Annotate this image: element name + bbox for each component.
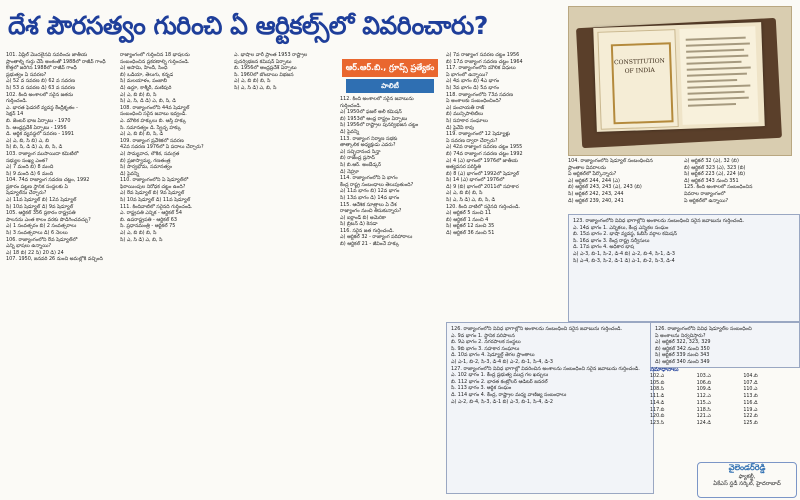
- question-line: ఎ) ఆర్టికల్‌ 32 (ఎ), 32 (బి): [684, 158, 739, 164]
- question-line: 104. రాజ్యాంగంలోని షెడ్యూల్‌ సంబంధించిన: [568, 158, 653, 164]
- author-name: వైలెండర్‌రెడ్డి: [728, 463, 766, 472]
- box-line: బి. 9ఎ భాగం 2. నగరపాలక సంస్థలు: [451, 339, 521, 346]
- question-line: కేంద్ర రాష్ట్ర సంబంధాలు తెలుపుతుంది?: [340, 181, 414, 188]
- question-line: డి) 9 (బి) భాగంలో 2011లో సహకార: [446, 183, 519, 190]
- box-line: సి. 16వ భాగం 3. కేంద్ర రాష్ట్ర సర్వీసులు: [573, 237, 650, 244]
- question-line: ఎన్ని భాషలు ఉన్నాయి?: [6, 243, 52, 250]
- answer-item: 108.సి: [650, 387, 665, 393]
- article-headline: దేశ పౌరసత్వం గురించి ఏ ఆర్టికల్స్‌లో వివరించారు?: [8, 11, 488, 40]
- question-line: రాజ్యాంగంలో గుర్తించిన 18 భాషలను: [120, 52, 190, 58]
- question-line: 120. కింది వాటిలో సరైనది గుర్తించండి.: [446, 203, 521, 210]
- question-line: ఎ) ఎ, బి, సి బి) ఎ, బి: [6, 137, 49, 144]
- question-line: సి) బి, సి, డి డి) ఎ, బి, సి, డి: [6, 144, 63, 151]
- box-line: 126. రాజ్యాంగంలోని వివిధ షెడ్యూల్‌ల సంబంధించి: [655, 326, 752, 332]
- text-column-3: [234, 52, 338, 496]
- question-line: ప్రకారం పట్టణ స్థానిక సంస్థలకు ఏ: [6, 183, 69, 190]
- box-line: సి. 9బి భాగం 3. సహకార సంఘాలు: [451, 345, 520, 352]
- question-line: సభ్యుల సంఖ్య ఎంత?: [6, 157, 48, 164]
- question-line: సి) 3వ భాగం డి) 5వ భాగం: [446, 84, 499, 91]
- answer-item: 102.ఎ: [650, 374, 665, 379]
- question-line: సి. ప్రధానమంత్రి - ఆర్టికల్‌ 75: [120, 223, 176, 230]
- question-line: పునర్విభజన కమిషన్‌ ఏర్పాటు: [234, 58, 292, 65]
- question-line: 106. రాజ్యాంగంలోని 8వ షెడ్యూల్‌లో: [6, 236, 78, 243]
- question-line: బి) ఆర్టికల్‌ 243, 243 (ఎ), 243 (బి): [568, 184, 642, 191]
- question-line: 117. రాజ్యాంగంలోని మౌలిక విధులు: [446, 65, 516, 72]
- box-line: 127. రాజ్యాంగంలోని వివిధ భాగాల్లో వివరించిన అంశాలను సంబంధించి సరైన జవాబును గుర్తించండి.: [451, 365, 640, 372]
- box-line: బి) ఆర్టికల్‌ 342 నుంచి 350: [655, 345, 710, 352]
- box-line: బి. 15వ భాగం 2. భాషా వ్యవస్థ, ఓబీసీ వర్గాల కమిషన్‌: [573, 231, 677, 238]
- question-line: బి) ఆర్టికల్‌ 323 (ఎ), 323 (బి): [684, 164, 746, 171]
- question-line: 125. కింది అంశాలలో సంబంధించిన: [684, 184, 753, 191]
- question-line: ఎ. భాషాల వారీ ప్రాంత 1953 రాష్ట్రాల: [234, 52, 308, 58]
- question-line: 102. కింది అంశాలలో సరైన జతను: [6, 91, 74, 98]
- question-line: ఎ) 1950లో ఫజల్‌ అలీ కమిషన్‌: [340, 109, 402, 116]
- question-line: సంబంధించిన ప్రకరణాల్ని గుర్తించండి.: [120, 58, 190, 65]
- question-line: డి) పైవన్నీ: [340, 128, 360, 135]
- question-line: 107. 1950, జనవరి 26 నుంచి అమల్లోకి వచ్చింది: [6, 256, 103, 263]
- question-line: బి. జెంటర్‌ భాజ ఏర్పాటు - 1970: [6, 117, 71, 124]
- question-box-column: [650, 322, 800, 368]
- question-line: ఏ సవరణ ద్వారా చేర్చారు?: [446, 137, 498, 144]
- question-line: బి) 8 (ఎ) భాగంలో 1992లో షెడ్యూల్‌: [446, 170, 520, 177]
- text-column-4: [340, 96, 444, 496]
- question-line: ఎ) అసామి, హిందీ, సింధి: [120, 65, 168, 72]
- question-line: 116. సరైన జత గుర్తించండి.: [340, 227, 394, 234]
- question-line: బి) 17వ రాజ్యాంగ సవరణ చట్టం 1964: [446, 58, 523, 65]
- question-line: బి) రాజేంద్ర ప్రసాద్‌: [340, 155, 375, 162]
- question-line: 115. ఆదేశిక సూత్రాలు ఏ దేశ: [340, 201, 397, 208]
- question-line: రాజ్యాంగం నుంచి తీసుకున్నారు?: [340, 208, 402, 215]
- answer-item: 104.బి: [743, 374, 758, 379]
- question-line: ఎ. మౌలిక హక్కులు బి. ఆస్తి హక్కు: [120, 117, 187, 124]
- question-line: 113. రాజ్యాంగ నిర్మాణ సభకు: [340, 135, 398, 142]
- book-border-emblem: [611, 42, 674, 124]
- question-line: ఎ) ఆర్టికల్‌ 5 నుంచి 11: [446, 210, 492, 217]
- question-line: ఎ) ఎ, బి బి) బి, సి: [120, 91, 157, 98]
- question-line: ఎ) ఐర్లాండ్‌ బి) అమెరికా: [340, 214, 387, 221]
- question-line: సెక్షన్‌ 14: [6, 111, 24, 118]
- answer-item: 120.బి: [650, 414, 665, 420]
- question-line: సి) ఆర్టికల్‌ 242, 243, 244: [568, 190, 624, 197]
- question-line: సి. 1960లో బొంబాయి విభజన: [234, 71, 294, 78]
- question-line: డి) పైవన్నీ: [120, 170, 140, 177]
- box-line: ఎ) ఎ-2, బి-4, సి-3, డి-1 బి) ఎ-3, బి-1, సి-4, డి-2: [451, 398, 553, 405]
- question-line: ఏ అంశాలకు సంబంధించింది?: [446, 98, 502, 105]
- answer-item: 116.డి: [743, 400, 758, 406]
- question-line: 109. రాజ్యాంగ ప్రవేశికలో సవరణ: [120, 137, 184, 144]
- question-line: ఎ) పంచాయతీ రాజ్‌: [446, 104, 485, 111]
- question-line: ఎ) 8వ షెడ్యూల్‌ బి) 9వ షెడ్యూల్‌: [120, 190, 185, 197]
- answer-item: 112.ఎ: [696, 394, 711, 400]
- question-line: 104. 74వ రాజ్యాంగ సవరణ చట్టం, 1992: [6, 177, 90, 184]
- answer-item: 119.ఎ: [743, 407, 758, 413]
- question-line: సంబంధించి సరైన జవాబు ఇవ్వండి.: [120, 111, 187, 118]
- question-line: ఎ) 4 (ఎ) భాగంలో 1976లో జాతీయ: [446, 157, 518, 164]
- question-line: సి) ఎ, సి డి) ఎ, బి, సి: [234, 84, 277, 91]
- question-line: బి) మున్సిపాలిటీలు: [446, 111, 484, 118]
- text-column-7: [684, 158, 794, 214]
- question-line: ఎ) 52 వ సవరణ బి) 62 వ సవరణ: [6, 78, 76, 85]
- question-line: సి) 53 వ సవరణ డి) 63 వ సవరణ: [6, 84, 75, 91]
- question-line: డి) ఆర్టికల్‌ 36 నుంచి 51: [446, 230, 495, 237]
- question-line: సి) 10వ షెడ్యూల్‌ డి) 11వ షెడ్యూల్‌: [120, 197, 191, 204]
- answer-item: 113.బి: [743, 394, 758, 400]
- question-line: బి. 1956లో ఆంధ్రప్రదేశ్‌ ఏర్పాటు: [234, 65, 297, 72]
- box-line: డి. 114 భాగం 4. కేంద్ర, రాష్ట్రాల మధ్య వాణిజ్య సంబంధాలు: [451, 391, 567, 398]
- question-line: ఎ. భారత ఫెడరల్‌ వ్యవస్థ కేంద్రీకృతం -: [6, 104, 78, 111]
- question-line: డి) ఆర్టికల్‌ 239, 240, 241: [568, 197, 624, 204]
- question-line: ఎ) 42వ రాజ్యాంగ సవరణ చట్టం 1955: [446, 144, 523, 151]
- answer-item: 125.బి: [743, 420, 758, 426]
- constitution-photo: [568, 6, 792, 156]
- question-line: ఎ) 7వ రాజ్యాంగ సవరణ చట్టం 1956: [446, 52, 520, 58]
- question-line: పాలనను ఎంత కాలం వరకు పొడిగించవచ్చు?: [6, 216, 91, 223]
- answer-item: 111.డి: [650, 394, 665, 400]
- question-line: సి) బ్రిటన్‌ డి) కెనడా: [340, 221, 378, 228]
- question-line: సి) 3 సంవత్సరాలు డి) 6 నెలలు: [6, 230, 68, 237]
- question-line: బి. ఉపరాష్ట్రపతి - ఆర్టికల్‌ 63: [120, 216, 177, 223]
- question-line: ఎ. రాష్ట్రపతి ఎన్నిక - ఆర్టికల్‌ 54: [120, 210, 182, 217]
- question-line: 42వ సవరణ 1976లో ఏ పదాలు చేర్చారు?: [120, 144, 204, 151]
- question-line: సి) 10వ షెడ్యూల్‌ డి) 9వ షెడ్యూల్‌: [6, 203, 74, 210]
- question-line: ఎ) 11వ భాగం బి) 12వ భాగం: [340, 188, 400, 195]
- question-line: బి) ప్రజాస్వామ్య, గణతంత్ర: [120, 157, 171, 164]
- question-line: సి) మలయాళం, పంజాబీ: [120, 78, 168, 85]
- book-text-page: [679, 26, 758, 125]
- question-line: ఎ) ఎ, బి బి) బి, సి: [234, 78, 271, 85]
- question-line: ఏ ఆర్టికల్‌లో ఉన్నాయి?: [684, 197, 729, 204]
- question-line: ఎ) 11వ షెడ్యూల్‌ బి) 12వ షెడ్యూల్‌: [6, 197, 77, 204]
- answer-item: 110.ఎ: [743, 387, 758, 393]
- box-line: ఎ. 9వ భాగం 1. స్థానిక పరిపాలన: [451, 332, 515, 339]
- answers-grid: [650, 374, 790, 428]
- question-line: 119. రాజ్యాంగంలో 12 షెడ్యూళ్లు: [446, 131, 510, 138]
- question-line: ఎ) ఆర్టికల్‌ 32 - రాజ్యాంగ పరిహారాలు: [340, 234, 413, 241]
- question-line: సి) 1956లో రాష్ట్రాల పునర్విభజన చట్టం: [340, 122, 419, 129]
- question-line: బి) ఆర్టికల్‌ 21 - జీవించే హక్కు: [340, 241, 400, 248]
- question-line: 103. రాజ్యాంగ ముసాయిదా కమిటీలో: [6, 150, 79, 157]
- question-line: తాత్కాలిక అధ్యక్షుడు ఎవరు?: [340, 142, 396, 149]
- question-line: డి) పైవేవీ కావు: [446, 124, 475, 131]
- box-line: 123. రాజ్యాంగంలోని వివిధ భాగాల్లోని అంశాలను సంబంధించి సరైన జవాబును గుర్తించండి.: [573, 218, 745, 224]
- question-line: 118. రాజ్యాంగంలోని 73వ సవరణ: [446, 91, 514, 98]
- question-line: డి. ఆర్థిక వ్యవస్థలో సవరణ - 1991: [6, 131, 74, 138]
- question-line: సి) సహకార సంఘాలు: [446, 117, 488, 124]
- question-line: గుర్తించండి.: [6, 98, 28, 105]
- author-box: [697, 462, 797, 498]
- question-line: ఎ) ఎ, బి బి) బి, సి: [120, 230, 157, 237]
- question-line: బి) 74వ రాజ్యాంగ సవరణ చట్టం 1992: [446, 150, 523, 157]
- question-line: 108. రాజ్యాంగంలోని 44వ షెడ్యూల్‌: [120, 104, 190, 111]
- section-badge: ఆర్‌.ఆర్‌.బి., గ్రూప్స్‌ ప్రత్యేకం: [342, 59, 438, 77]
- box-line: ఎ. 14వ భాగం 1. ఎన్నికలు, కేంద్ర ఎన్నికల సంఘం: [573, 224, 669, 231]
- box-line: డి. 10వ భాగం 4. షెడ్యూల్డ్‌ తెగల ప్రాంతాలు: [451, 352, 535, 359]
- question-line: సి) 13వ భాగం డి) 14వ భాగం: [340, 194, 400, 201]
- question-line: సి) సార్వభౌమ, సమానత్వం: [120, 164, 172, 171]
- question-line: సి) ఆర్టికల్‌ 223 (ఎ), 224 (బి): [684, 171, 746, 178]
- question-line: డి) నెహ్రూ: [340, 168, 359, 175]
- question-box-123: [568, 214, 800, 322]
- question-line: ప్రాంతాల్ని గుర్తు చేసే అంశంతో 1988లో రాజీవ్‌ గాంధీ: [6, 58, 106, 65]
- box-line: ఏ అంశాలను నిర్వచిస్తారు?: [655, 332, 706, 339]
- answer-item: 121.ఎ: [696, 414, 711, 420]
- book-title-page: [597, 29, 678, 130]
- question-line: డి) ఆర్టికల్‌ 343 నుంచి 351: [684, 177, 739, 184]
- answers-title: సమాధానాలు: [650, 367, 679, 373]
- answer-item: 114.డి: [650, 400, 665, 406]
- question-line: 112. కింది అంశాలలో సరైన జవాబును: [340, 96, 414, 102]
- question-line: ఎ) ఎ, బి బి) బి, సి: [446, 190, 483, 197]
- question-line: ఏ భాగంలో ఉన్నాయి?: [446, 71, 488, 78]
- question-line: అత్యవసర పరిస్థితి: [446, 164, 481, 171]
- question-line: బి) 1953లో ఆంధ్ర రాష్ట్రం ఏర్పాటు: [340, 115, 408, 122]
- question-line: ఎ) 1 సంవత్సరం బి) 2 సంవత్సరాలు: [6, 223, 77, 230]
- book-page-spread: [593, 22, 765, 132]
- box-line: సి. 113 భాగం 3. ఆర్థిక సంఘం: [451, 385, 512, 392]
- question-line: సి) 9 మంది డి) 6 మంది: [6, 170, 54, 177]
- text-column-6: [568, 158, 680, 214]
- author-institute: ఏకేఎస్‌ స్టడీ సర్కిల్‌, హైదరాబాద్‌: [713, 481, 781, 487]
- question-line: షెడ్యూల్‌ను చేర్చారు?: [6, 190, 47, 197]
- book-title-text: CONSTITUTION OF INDIA: [613, 57, 665, 75]
- answer-item: 106.బి: [696, 380, 712, 386]
- text-column-2: [120, 52, 232, 496]
- answer-item: 122.బి: [743, 414, 758, 420]
- box-line: బి. 112 భాగం 2. భారత కంట్రోలర్‌ ఆడిటర్‌ జనరల్‌: [451, 378, 548, 385]
- question-line: 114. రాజ్యాంగంలోని ఏ భాగం: [340, 175, 398, 182]
- box-line: సి) ఎ-4, బి-3, సి-2, డి-1 డి) ఎ-1, బి-2, సి-3, డి-4: [573, 257, 675, 264]
- question-line: 111. కిందివాటిలో సరైనది గుర్తించండి.: [120, 203, 193, 210]
- box-line: ఎ) ఆర్టికల్‌ 322, 323, 329: [655, 339, 711, 346]
- question-line: సి) ఆర్టికల్‌ 12 నుంచి 35: [446, 223, 495, 230]
- box-line: ఎ) ఎ-3, బి-1, సి-2, డి-4 బి) ఎ-2, బి-4, సి-1, డి-3: [573, 250, 675, 257]
- author-designation: ఫ్యాకల్టీ,: [738, 474, 756, 480]
- question-line: సి. సమానత్వం డి. స్వేచ్ఛ హక్కు: [120, 124, 181, 131]
- text-column-1: [6, 52, 118, 496]
- answer-item: 123.సి: [650, 420, 665, 426]
- question-line: ఎ) 7 మంది బి) 8 మంది: [6, 164, 54, 171]
- answer-item: 115.ఎ: [696, 400, 711, 406]
- question-line: వివరాల రాజ్యాంగంలో: [684, 190, 726, 197]
- question-line: 110. రాజ్యాంగంలోని ఏ షెడ్యూల్‌లో: [120, 177, 189, 184]
- box-line: 126. రాజ్యాంగంలోని వివిధ భాగాల్లోని అంశాలను సంబంధించి సరైన జవాబును గుర్తించండి.: [451, 326, 623, 332]
- box-line: డి. 17వ భాగం 4. అధికార భాష: [573, 244, 634, 251]
- question-line: డి) ఉర్దూ, కాశ్మీరీ, మణిపురి: [120, 84, 172, 91]
- answer-item: 117.బి: [650, 407, 665, 413]
- question-line: ఎ) సామ్యవాద, లౌకిక, సమగ్రత: [120, 150, 180, 157]
- question-line: 105. ఆర్టికల్‌ 356 ప్రకారం రాష్ట్రపతి: [6, 210, 76, 217]
- question-line: ఎ) ఆర్టికల్‌ 244, 244 (ఎ): [568, 177, 620, 184]
- question-line: బి) ఒడియా, తెలుగు, కన్నడ: [120, 71, 174, 78]
- question-line: బి) ఆర్టికల్‌ 1 నుంచి 4: [446, 216, 489, 223]
- question-line: కొత్తలో జరిగిన 1988లో రాజీవ్‌ గాంధీ: [6, 65, 77, 72]
- question-line: ఏ ఆర్టికల్‌లో పేర్కొన్నారు?: [568, 171, 617, 178]
- answer-item: 105.బి: [650, 380, 665, 386]
- question-line: సి) ఎ, సి డి) ఎ, బి, సి: [120, 236, 163, 243]
- question-line: గుర్తించండి.: [340, 102, 362, 109]
- question-line: ఎ) సచ్చిదానంద సిన్హా: [340, 148, 381, 155]
- question-line: ఎ) 18 బి) 22 సి) 20 డి) 24: [6, 249, 64, 256]
- question-line: ప్రభుత్వం ఏ సవరణ?: [6, 71, 47, 78]
- answer-item: 124.డి: [696, 420, 711, 426]
- answer-item: 103.ఎ: [696, 374, 711, 379]
- answer-item: 118.సి: [696, 407, 711, 413]
- subject-badge: పాలిటీ: [346, 79, 434, 93]
- question-line: ఎ) 4వ భాగం బి) 4ఎ భాగం: [446, 78, 500, 85]
- box-line: సి) ఆర్టికల్‌ 339 నుంచి 343: [655, 352, 710, 359]
- question-line: సి) 14 (ఎ) భాగంలో 1976లో: [446, 177, 505, 184]
- answer-item: 107.డి: [743, 380, 758, 386]
- question-box-126: [446, 322, 654, 494]
- question-line: 101. ఏప్రిల్‌ మొదలైనవి సవరించు జాతీయ: [6, 52, 88, 58]
- answer-item: 109.డి: [696, 387, 711, 393]
- box-line: ఎ) ఎ-1, బి-2, సి-3, డి-4 బి) ఎ-2, బి-1, సి-4, డి-3: [451, 358, 553, 365]
- box-line: డి) ఆర్టికల్‌ 340 నుంచి 349: [655, 358, 710, 365]
- question-line: సి. ఆంధ్రప్రదేశ్‌ ఏర్పాటు - 1956: [6, 124, 67, 131]
- question-line: ప్రాంతాల వివరాలను: [568, 164, 606, 171]
- question-line: సి) ఎ, సి, డి డి) ఎ, బి, సి, డి: [120, 98, 176, 105]
- question-line: సి) బి.ఆర్‌. అంబేడ్కర్‌: [340, 161, 382, 168]
- box-line: ఎ. 102 భాగం 1. కేంద్ర ప్రభుత్వ ముద్ర గల ఖర్చులు: [451, 372, 549, 379]
- question-line: సి) ఎ, సి డి) ఎ, బి, సి, డి: [446, 197, 496, 204]
- question-line: ఎ) ఎ, బి బి) బి, సి, డి: [120, 131, 164, 138]
- question-line: ఫిరాయింపుల నిరోధక చట్టం ఉంది?: [120, 183, 186, 190]
